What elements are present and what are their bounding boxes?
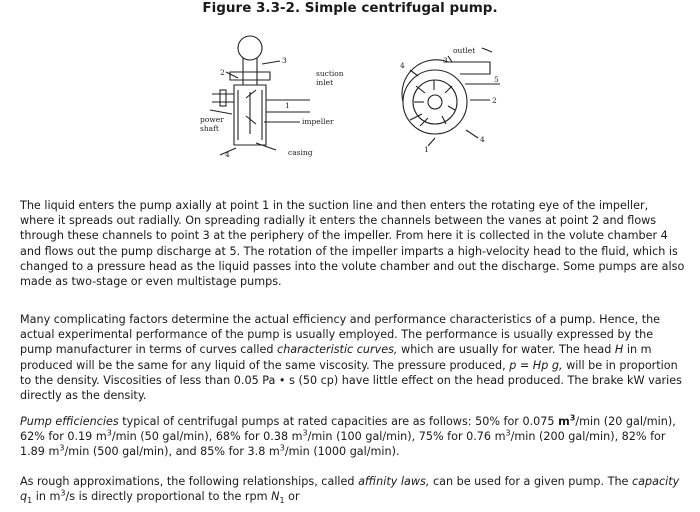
label-2-right: 2	[492, 96, 497, 105]
label-4b-right: 4	[480, 135, 485, 144]
label-suction: suction	[316, 69, 344, 78]
paragraph-3: Pump efficiencies typical of centrifugal pumps at rated capacities are as follows: 50% for 0.075 $m^3/\min$ (20 gal/min), 62% for 0.19 $m^3/\min$ (50 gal/min), 68% for 0.38 $m^3/\min$ (100 gal/min), 75% for 0.76 $m^3/\min$ (200 gal/min), 82% for 1.89 $m^3/\min$ (500 gal/min), and 85% for 3.8 $m^3/\min$ (1000 gal/min).	[20, 413, 676, 459]
figure-title: Figure 3.3-2. Simple centrifugal pump.	[202, 0, 498, 16]
label-1-right: 1	[424, 145, 429, 154]
label-power: power	[200, 115, 224, 124]
label-outlet: outlet	[453, 46, 476, 55]
label-2-left: 2	[220, 68, 225, 77]
label-shaft: shaft	[200, 124, 219, 133]
label-4-right: 4	[400, 61, 405, 70]
label-3-left: 3	[282, 56, 287, 65]
label-3-right: 3	[443, 56, 448, 65]
pump-figure	[190, 30, 520, 180]
label-5-right: 5	[494, 75, 499, 84]
label-4-left: 4	[225, 150, 230, 159]
paragraph-4: As rough approximations, the following relationships, called affinity laws, can be used for a given pump. The capacity $q_1$ in $m^3/s$ is directly proportional to the rpm $N_1$ or	[20, 475, 680, 506]
label-1-left: 1	[285, 101, 290, 110]
label-casing: casing	[288, 148, 313, 157]
label-inlet: inlet	[316, 78, 334, 87]
pump-diagram	[190, 30, 520, 180]
paragraph-2: Many complicating factors determine the actual efficiency and performance characteristics of a pump. Hence, the actual experimental performance of the pump is usually employed. The performance is usually expressed by the pump manufacturer in terms of curves called characteristic curves, which are usually for water. The head H in m produced will be the same for any liquid of the same viscosity. The pressure produced, p = Hp g, will be in proportion to the density. Viscosities of less than 0.05 Pa • s (50 cp) have little effect on the head produced. The brake kW varies directly as the density.	[20, 313, 682, 403]
paragraph-1: The liquid enters the pump axially at point 1 in the suction line and then enters the rotating eye of the impeller, where it spreads out radially. On spreading radially it enters the channels between the vanes at point 2 and flows through these channels to point 3 at the periphery of the impeller. From here it is collected in the volute chamber 4 and flows out the pump discharge at 5. The rotation of the impeller imparts a high-velocity head to the fluid, which is changed to a pressure head as the liquid passes into the volute chamber and out the discharge. Some pumps are also made as two-stage or even multistage pumps.	[20, 199, 685, 289]
label-impeller: impeller	[302, 117, 334, 126]
